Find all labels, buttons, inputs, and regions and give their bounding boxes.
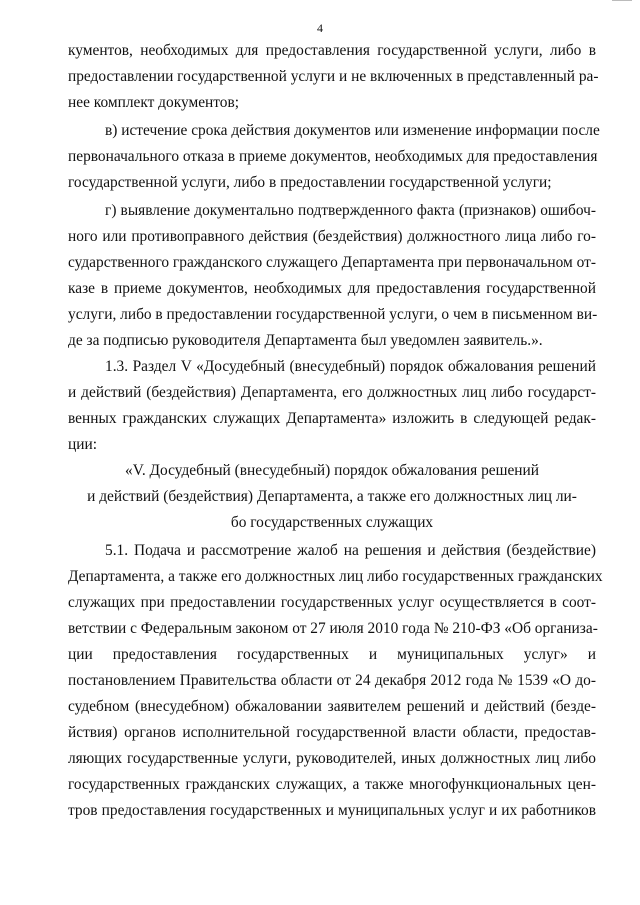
text-line: «V. Досудебный (внесудебный) порядок обжалования решений: [125, 462, 539, 479]
text-line: тров предоставления государственных и муниципальных услуг и их работников: [68, 802, 596, 819]
text-line: постановлением Правительства области от 24 декабря 2012 года № 1539 «О до-: [68, 672, 596, 689]
text-line: кументов, необходимых для предоставления государственной услуги, либо в: [68, 42, 596, 59]
text-line: йствия) органов исполнительной государственной власти области, предостав-: [68, 724, 596, 741]
text-line: г) выявление документально подтвержденного факта (признаков) ошибоч-: [105, 202, 596, 219]
text-line: и действий (бездействия) Департамента, его должностных лиц либо государст-: [68, 384, 596, 401]
text-line: де за подписью руководителя Департамента был уведомлен заявитель.».: [68, 332, 543, 349]
text-line: венных гражданских служащих Департамента» изложить в следующей редак-: [68, 410, 596, 427]
text-line: судебном (внесудебном) обжаловании заявителем решений и действий (безде-: [68, 698, 596, 715]
text-line: ного или противоправного действия (бездействия) должностного лица либо го-: [68, 228, 596, 245]
text-line: 5.1. Подача и рассмотрение жалоб на решения и действия (бездействие): [105, 542, 596, 559]
text-line: ветствии с Федеральным законом от 27 июля 2010 года № 210-ФЗ «Об организа-: [68, 620, 598, 637]
scan-corner-mark: [612, 0, 632, 5]
text-line: и действий (бездействия) Департамента, а также его должностных лиц ли-: [87, 488, 577, 505]
text-line: ляющих государственные услуги, руководителей, иных должностных лиц либо: [68, 750, 596, 767]
text-line: сударственного гражданского служащего Департамента при первоначальном от-: [68, 254, 596, 271]
text-line: бо государственных служащих: [230, 514, 434, 531]
text-line: ции предоставления государственных и муниципальных услуг» и: [68, 646, 596, 663]
text-line: казе в приеме документов, необходимых для предоставления государственной: [68, 280, 596, 297]
text-line: предоставлении государственной услуги и не включенных в представленный ра-: [68, 68, 599, 85]
page-number: 4: [317, 21, 323, 35]
text-line: услуги, либо в предоставлении государственной услуги, о чем в письменном ви-: [68, 306, 598, 323]
text-line: ции:: [68, 436, 97, 453]
text-line: первоначального отказа в приеме документов, необходимых для предоставления: [68, 148, 598, 165]
text-line: Департамента, а также его должностных лиц либо государственных гражданских: [68, 568, 603, 585]
text-line: служащих при предоставлении государственных услуг осуществляется в соот-: [68, 594, 596, 611]
text-line: в) истечение срока действия документов или изменение информации после: [105, 122, 600, 139]
text-line: государственной услуги, либо в предоставлении государственной услуги;: [68, 174, 552, 191]
text-line: 1.3. Раздел V «Досудебный (внесудебный) порядок обжалования решений: [105, 358, 596, 375]
text-line: государственных гражданских служащих, а также многофункциональных цен-: [68, 776, 596, 793]
text-line: нее комплект документов;: [68, 94, 240, 111]
